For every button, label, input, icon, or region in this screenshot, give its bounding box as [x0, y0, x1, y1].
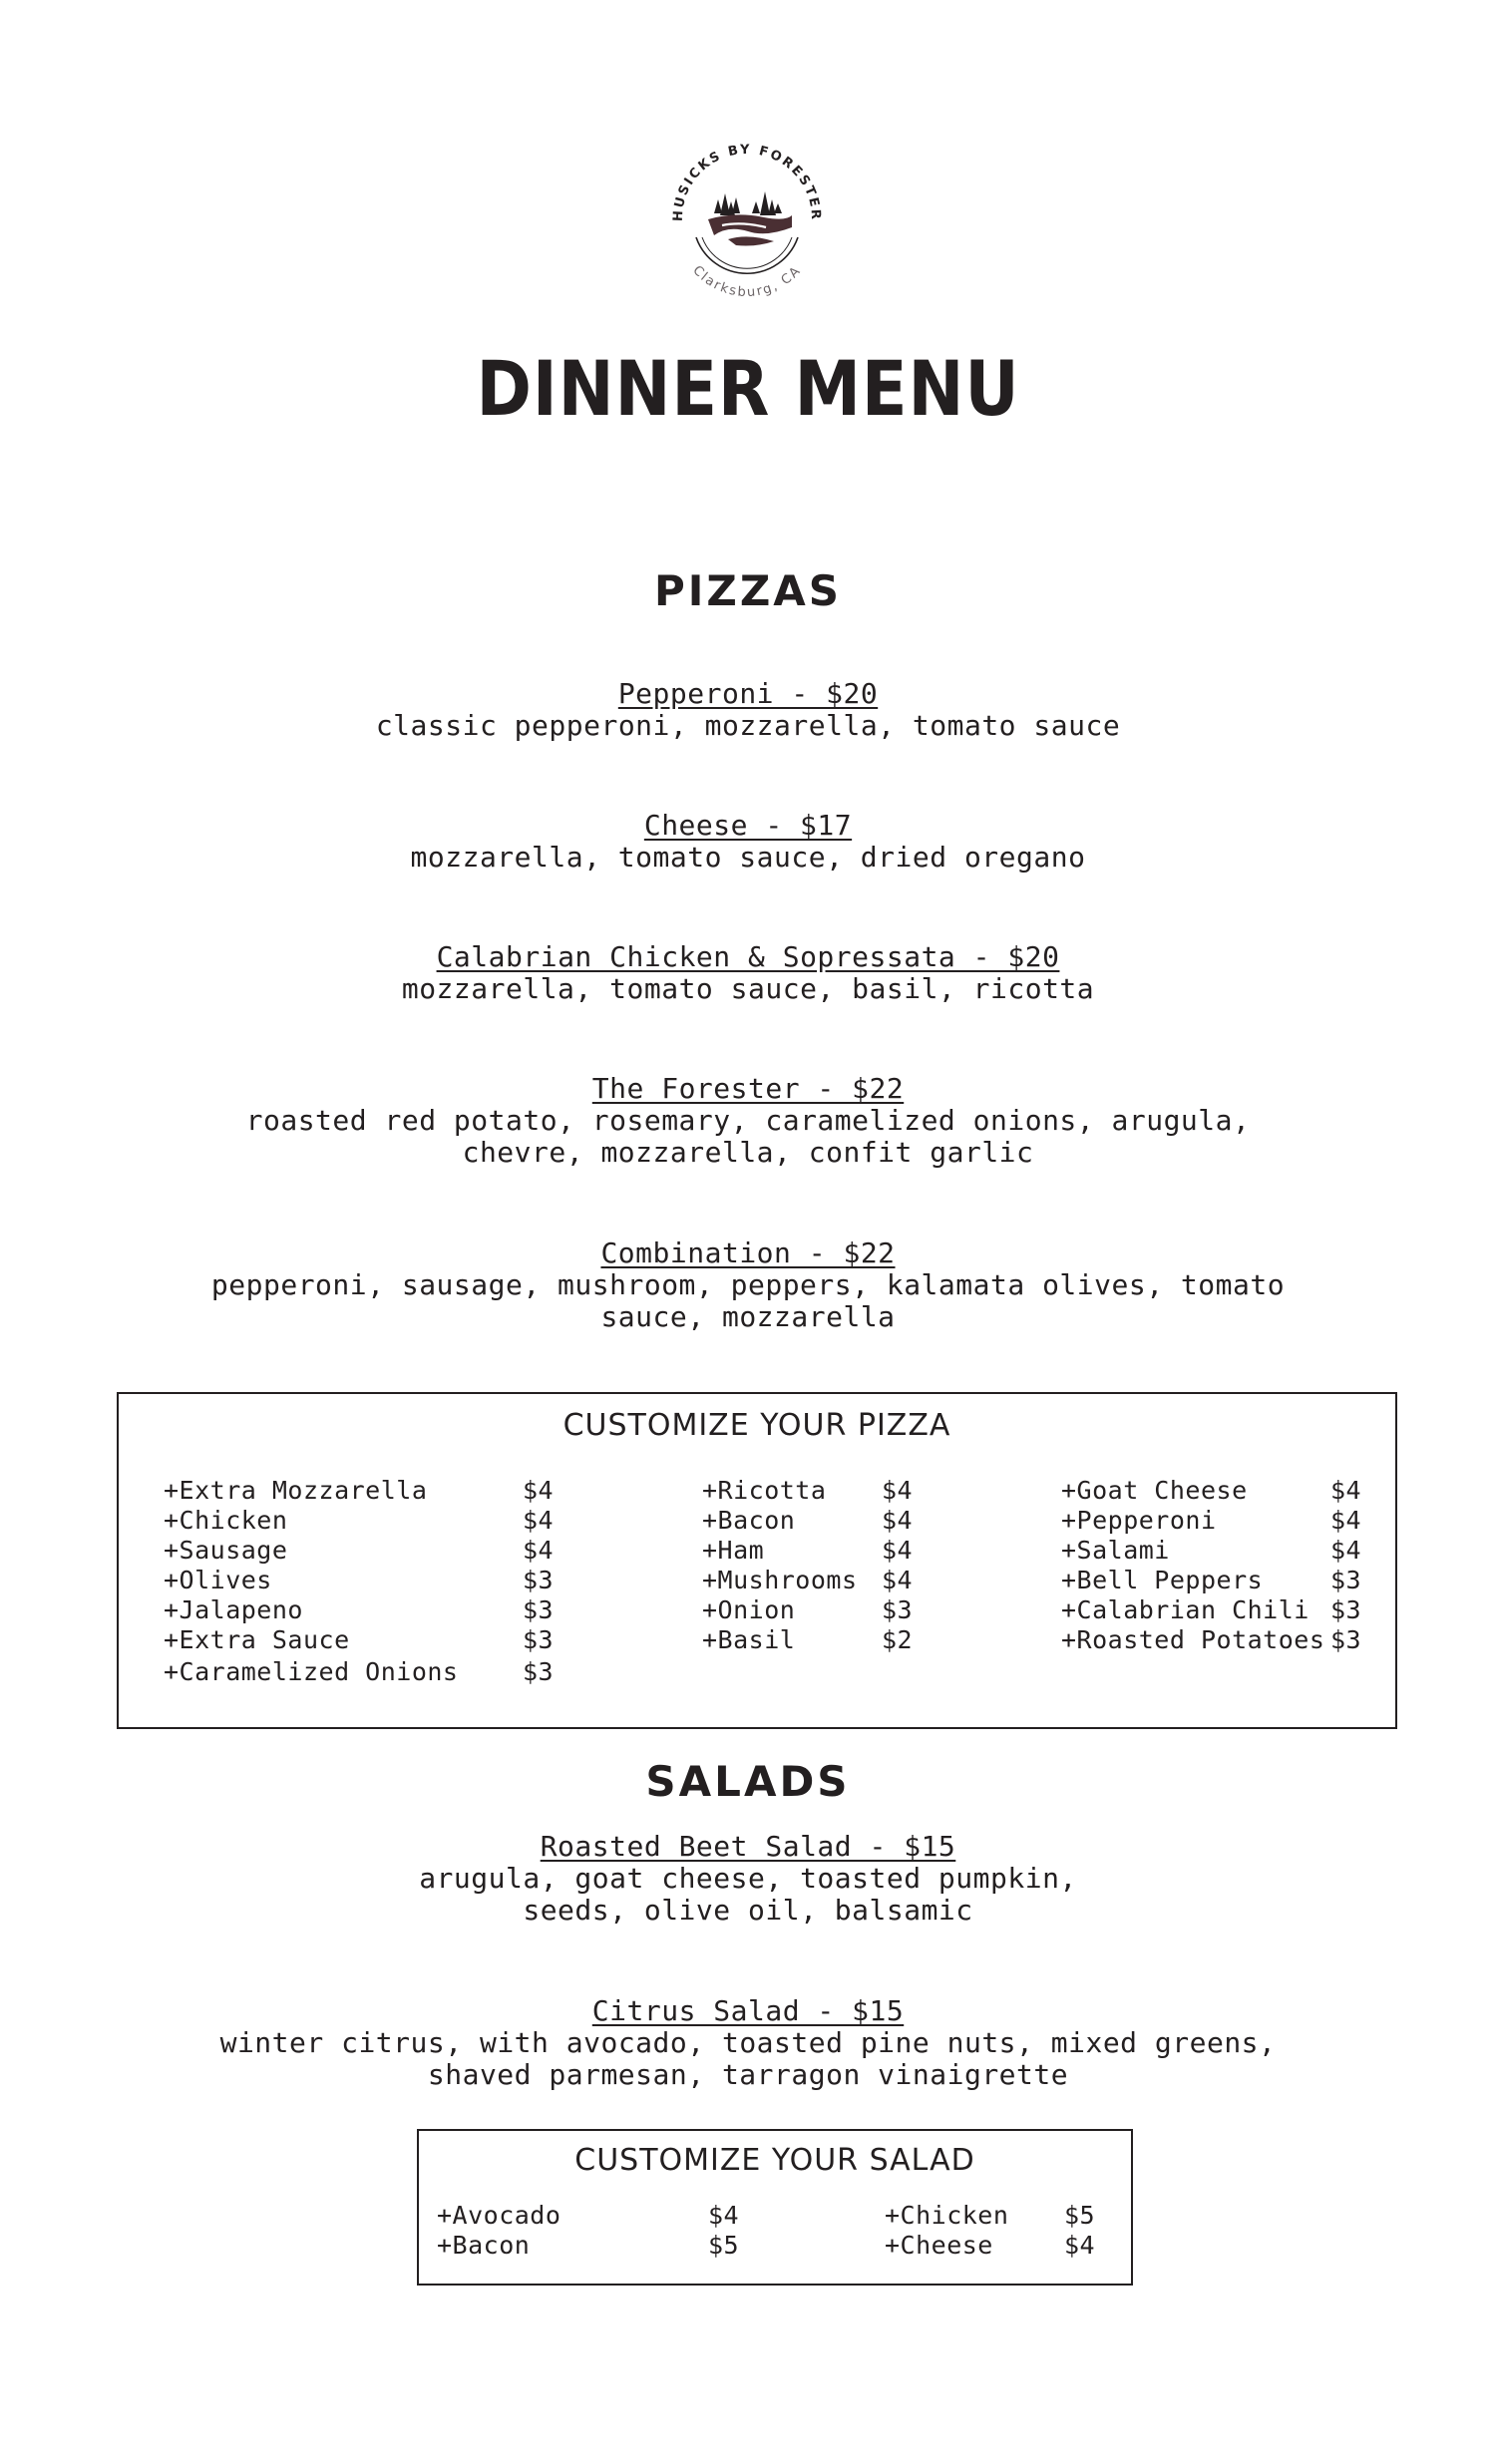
salad-description: seeds, olive oil, balsamic: [523, 1894, 973, 1927]
option-row: [702, 1476, 922, 1506]
option-row: [437, 2201, 756, 2231]
pizza-name: The Forester - $22: [591, 1072, 905, 1105]
pizza-item: [150, 1073, 1346, 1169]
salad-item: [150, 1831, 1346, 1927]
option-price: $3: [1330, 1566, 1362, 1594]
option-name: +Extra Sauce: [164, 1625, 350, 1654]
option-price: $4: [882, 1536, 914, 1565]
salad-description: winter citrus, with avocado, toasted pine nuts, mixed greens,: [219, 2026, 1277, 2059]
customize-salad-column: [885, 2201, 1104, 2261]
salad-name: Roasted Beet Salad - $15: [540, 1830, 956, 1863]
salad-description: shaved parmesan, tarragon vinaigrette: [427, 2058, 1069, 2091]
customize-pizza-column: [164, 1476, 562, 1687]
option-price: $4: [1330, 1536, 1362, 1565]
option-row: [885, 2231, 1104, 2261]
pizza-item: [150, 678, 1346, 742]
option-row: [702, 1566, 922, 1595]
option-price: $4: [523, 1506, 555, 1535]
option-price: $4: [523, 1536, 555, 1565]
option-price: $3: [882, 1595, 914, 1624]
pizza-description: classic pepperoni, mozzarella, tomato sauce: [375, 709, 1121, 742]
option-name: +Olives: [164, 1566, 272, 1594]
logo-bottom-text: Clarksburg, CA: [689, 262, 805, 301]
option-name: +Extra Mozzarella: [164, 1476, 428, 1505]
customize-pizza-box: [117, 1392, 1397, 1729]
section-heading-salads: SALADS: [645, 1757, 851, 1806]
option-price: $5: [1064, 2201, 1096, 2230]
customize-pizza-column: [1061, 1476, 1370, 1655]
customize-salad-title: CUSTOMIZE YOUR SALAD: [574, 2143, 975, 2178]
pizza-description: mozzarella, tomato sauce, dried oregano: [410, 841, 1086, 874]
salad-description: arugula, goat cheese, toasted pumpkin,: [419, 1862, 1077, 1895]
pizza-name: Cheese - $17: [643, 809, 853, 842]
option-row: [164, 1476, 562, 1506]
option-name: +Basil: [702, 1625, 796, 1654]
option-row: [1061, 1566, 1370, 1595]
option-name: +Onion: [702, 1595, 796, 1624]
option-row: [702, 1595, 922, 1625]
option-name: +Pepperoni: [1061, 1506, 1217, 1535]
salad-name: Citrus Salad - $15: [591, 1994, 905, 2027]
option-price: $3: [523, 1595, 555, 1624]
option-row: [702, 1536, 922, 1566]
option-row: [164, 1595, 562, 1625]
pizza-description: chevre, mozzarella, confit garlic: [462, 1136, 1034, 1169]
option-name: +Chicken: [164, 1506, 288, 1535]
option-name: +Bell Peppers: [1061, 1566, 1264, 1594]
option-name: +Cheese: [885, 2231, 993, 2260]
option-row: [164, 1657, 562, 1687]
restaurant-logo: [656, 128, 838, 309]
page-title: DINNER MENU: [476, 344, 1020, 433]
option-row: [164, 1566, 562, 1595]
option-price: $4: [1330, 1476, 1362, 1505]
customize-salad-box: [417, 2129, 1133, 2286]
option-price: $4: [1330, 1506, 1362, 1535]
option-price: $3: [523, 1625, 555, 1654]
option-name: +Salami: [1061, 1536, 1170, 1565]
option-price: $3: [523, 1566, 555, 1594]
option-name: +Mushrooms: [702, 1566, 858, 1594]
option-row: [1061, 1625, 1370, 1655]
option-name: +Jalapeno: [164, 1595, 303, 1624]
option-price: $3: [1330, 1625, 1362, 1654]
option-name: +Ham: [702, 1536, 765, 1565]
option-row: [702, 1625, 922, 1655]
pizza-description: sauce, mozzarella: [600, 1300, 896, 1333]
pizza-item: [150, 1237, 1346, 1333]
option-price: $4: [882, 1506, 914, 1535]
option-row: [1061, 1536, 1370, 1566]
option-price: $4: [882, 1476, 914, 1505]
pizza-name: Calabrian Chicken & Sopressata - $20: [436, 940, 1060, 973]
option-row: [164, 1625, 562, 1655]
option-name: +Goat Cheese: [1061, 1476, 1248, 1505]
option-name: +Bacon: [702, 1506, 796, 1535]
logo-top-text: HUSICKS BY FORESTER: [670, 142, 824, 222]
option-row: [164, 1536, 562, 1566]
option-name: +Ricotta: [702, 1476, 827, 1505]
option-price: $2: [882, 1625, 914, 1654]
option-row: [1061, 1506, 1370, 1536]
option-name: +Bacon: [437, 2231, 531, 2260]
option-row: [1061, 1595, 1370, 1625]
pizza-description: pepperoni, sausage, mushroom, peppers, kalamata olives, tomato: [210, 1268, 1286, 1301]
pizza-name: Combination - $22: [600, 1236, 896, 1269]
option-name: +Avocado: [437, 2201, 561, 2230]
pizza-item: [150, 941, 1346, 1005]
customize-pizza-title: CUSTOMIZE YOUR PIZZA: [562, 1408, 951, 1443]
option-price: $4: [708, 2201, 740, 2230]
option-price: $5: [708, 2231, 740, 2260]
option-name: +Caramelized Onions: [164, 1657, 459, 1686]
option-name: +Roasted Potatoes: [1061, 1625, 1325, 1654]
option-row: [885, 2201, 1104, 2231]
option-price: $4: [1064, 2231, 1096, 2260]
pizza-item: [150, 810, 1346, 874]
option-row: [437, 2231, 756, 2261]
option-price: $4: [523, 1476, 555, 1505]
option-price: $3: [523, 1657, 555, 1686]
salad-item: [150, 1995, 1346, 2091]
pizza-description: mozzarella, tomato sauce, basil, ricotta: [401, 972, 1095, 1005]
option-row: [164, 1506, 562, 1536]
pizza-name: Pepperoni - $20: [617, 677, 879, 710]
option-name: +Chicken: [885, 2201, 1009, 2230]
option-price: $4: [882, 1566, 914, 1594]
option-name: +Calabrian Chili: [1061, 1595, 1309, 1624]
section-heading-pizzas: PIZZAS: [653, 566, 843, 615]
customize-salad-column: [437, 2201, 756, 2261]
option-row: [702, 1506, 922, 1536]
option-price: $3: [1330, 1595, 1362, 1624]
option-row: [1061, 1476, 1370, 1506]
svg-text:HUSICKS BY FORESTER: [671, 143, 823, 222]
option-name: +Sausage: [164, 1536, 288, 1565]
pizza-description: roasted red potato, rosemary, caramelized onions, arugula,: [245, 1104, 1251, 1137]
customize-pizza-column: [702, 1476, 922, 1655]
